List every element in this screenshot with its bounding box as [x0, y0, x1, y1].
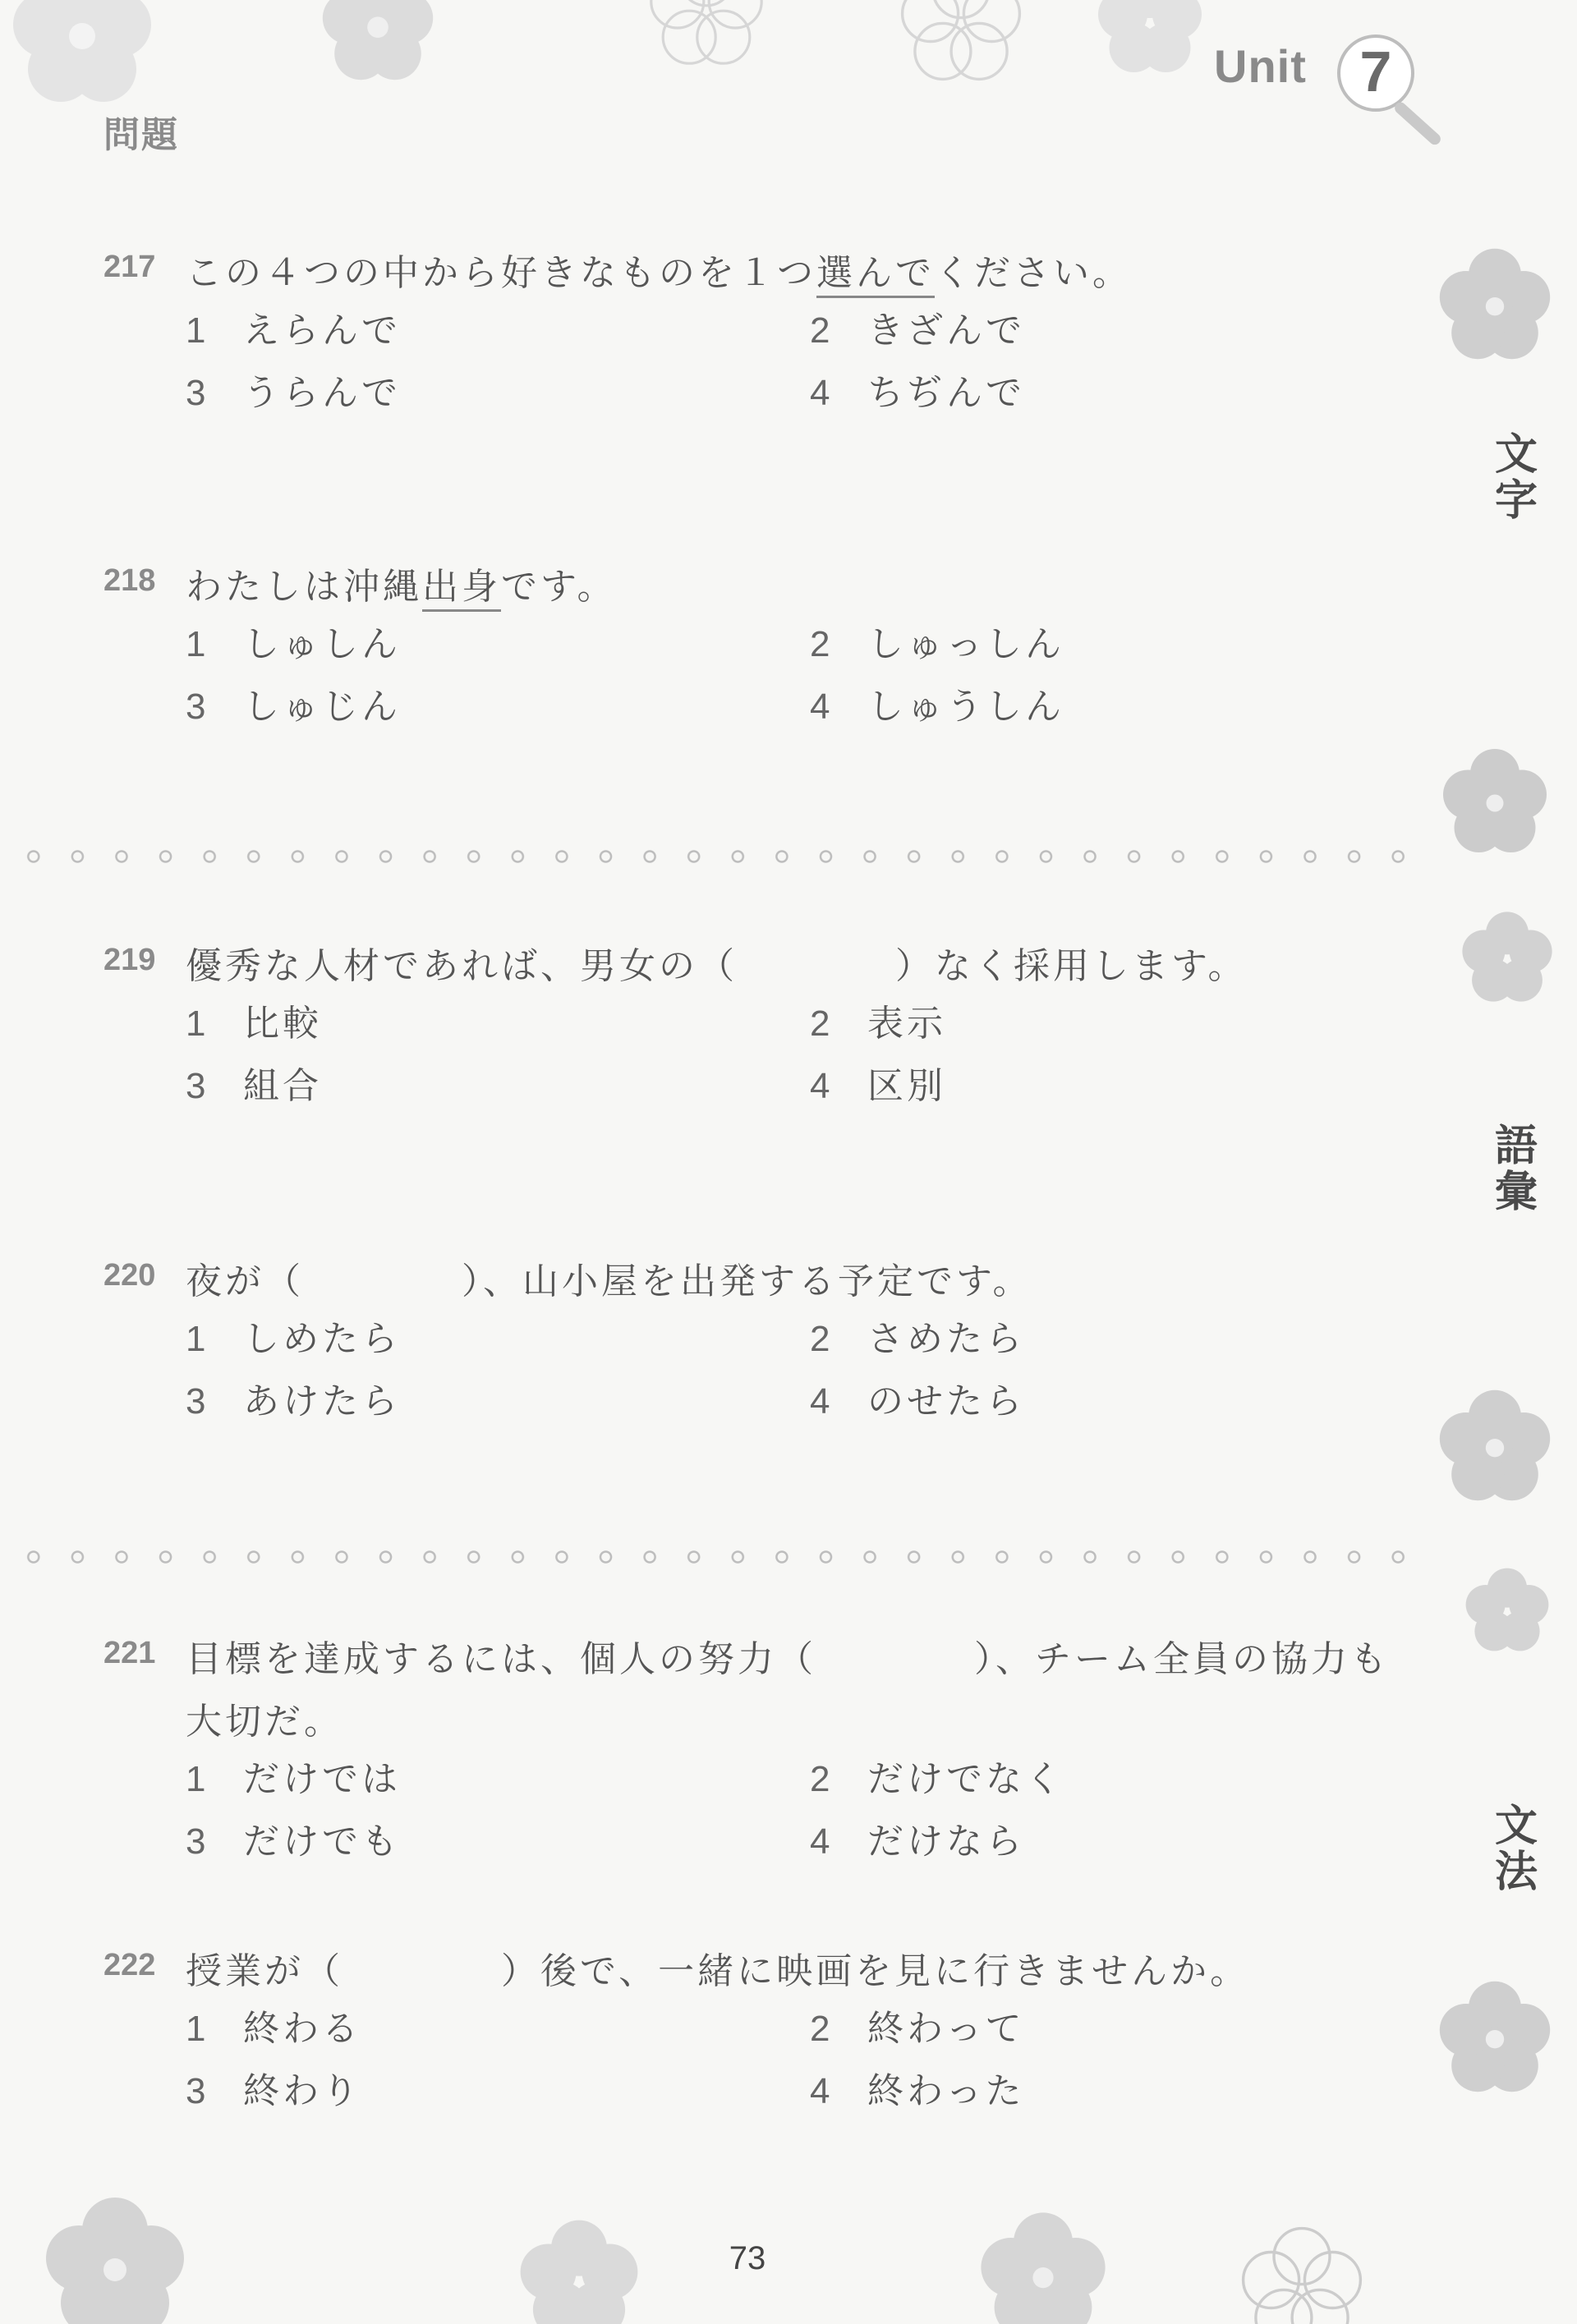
option-number: 3: [186, 1381, 209, 1421]
option-text: 表示: [867, 1003, 946, 1045]
question-text-part: この４つの中から好きなものを１つ: [186, 252, 816, 294]
underlined-word: 出身: [422, 566, 501, 612]
option-number: 3: [186, 2071, 209, 2111]
option-text: えらんで: [243, 310, 401, 351]
option-text: しゅしん: [243, 623, 401, 665]
option-2[interactable]: [810, 1309, 1025, 1362]
flower-decoration-icon: [1068, 0, 1232, 82]
side-tab-moji: [1492, 432, 1541, 524]
option-text: うらんで: [243, 372, 401, 414]
option-4[interactable]: [810, 2061, 1025, 2114]
question-text: [186, 557, 616, 609]
question-number: 217: [103, 250, 156, 284]
option-text: 終わった: [867, 2070, 1025, 2112]
option-number: 3: [186, 687, 209, 727]
option-text: 比較: [243, 1003, 322, 1045]
question-220: [103, 1247, 1385, 1422]
option-text: さめたら: [867, 1318, 1025, 1360]
option-4[interactable]: [810, 677, 1064, 729]
flower-decoration-icon: [1454, 903, 1561, 1010]
underlined-word: 選んで: [816, 252, 935, 298]
option-text: しゅっしん: [867, 623, 1064, 665]
option-number: 4: [810, 1821, 834, 1862]
option-text: 終わる: [243, 2008, 361, 2050]
option-text: 終わり: [243, 2070, 361, 2112]
option-2[interactable]: [810, 994, 946, 1046]
dotted-divider: [11, 848, 1421, 865]
question-221: [103, 1624, 1390, 1862]
side-tab-char: 彙: [1494, 1168, 1538, 1217]
option-text: だけでは: [243, 1758, 401, 1800]
option-1[interactable]: [186, 1309, 401, 1362]
unit-label: Unit: [1214, 40, 1307, 92]
option-1[interactable]: [186, 614, 401, 667]
question-text: 優秀な人材であれば、男女の（ ）なく採用します。: [186, 945, 1248, 987]
question-text-part: わたしは沖縄: [186, 566, 422, 608]
side-tab-char: 法: [1494, 1848, 1538, 1897]
question-number: 221: [103, 1636, 156, 1670]
side-tab-char: 語: [1494, 1122, 1538, 1171]
question-text-part: です。: [501, 566, 617, 608]
question-text: 夜が（ ）、山小屋を出発する予定です。: [186, 1261, 1032, 1302]
question-number: 219: [103, 943, 156, 977]
option-number: 2: [810, 1004, 834, 1044]
flower-decoration-icon: [0, 0, 189, 115]
option-text: のせたら: [867, 1380, 1025, 1422]
option-number: 4: [810, 2071, 834, 2111]
option-number: 3: [186, 373, 209, 413]
option-text: 区別: [867, 1065, 946, 1107]
option-number: 4: [810, 1381, 834, 1421]
side-tab-char: 文: [1494, 1802, 1538, 1851]
option-1[interactable]: [186, 1749, 401, 1802]
option-number: 1: [186, 310, 209, 351]
option-text: しゅじん: [243, 686, 401, 728]
question-number: 220: [103, 1258, 156, 1293]
option-number: 2: [810, 310, 834, 351]
option-2[interactable]: [810, 1749, 1064, 1802]
option-3[interactable]: [186, 1371, 401, 1424]
option-1[interactable]: [186, 1999, 361, 2051]
option-text: だけでなく: [867, 1758, 1064, 1800]
question-text: [186, 243, 1132, 296]
option-3[interactable]: [186, 2061, 361, 2114]
option-text: だけなら: [867, 1821, 1025, 1862]
option-number: 1: [186, 2009, 209, 2049]
option-4[interactable]: [810, 1056, 946, 1109]
question-text-part: ください。: [935, 252, 1132, 294]
option-number: 2: [810, 624, 834, 664]
dotted-divider: [11, 1549, 1421, 1565]
option-number: 4: [810, 687, 834, 727]
question-text: 目標を達成するには、個人の努力（ ）、チーム全員の協力も: [186, 1638, 1390, 1680]
unit-badge: [1337, 34, 1414, 112]
option-1[interactable]: [186, 994, 322, 1046]
question-text-line2: 大切だ。: [186, 1701, 343, 1743]
flower-decoration-icon: [624, 0, 788, 74]
option-4[interactable]: [810, 1812, 1025, 1864]
side-tab-goi: [1492, 1123, 1541, 1215]
flower-decoration-icon: [1429, 1971, 1561, 2102]
option-3[interactable]: [186, 1056, 322, 1109]
option-number: 4: [810, 373, 834, 413]
option-number: 3: [186, 1066, 209, 1106]
question-222: [103, 1936, 1385, 2112]
option-1[interactable]: [186, 301, 401, 353]
option-number: 2: [810, 1319, 834, 1359]
option-text: しゅうしん: [867, 686, 1064, 728]
side-tab-bunpo: [1492, 1803, 1541, 1895]
flower-decoration-icon: [871, 0, 1051, 90]
question-218: [103, 552, 1385, 728]
option-text: ちぢんで: [867, 372, 1025, 414]
option-number: 2: [810, 2009, 834, 2049]
option-number: 3: [186, 1821, 209, 1862]
side-tab-char: 字: [1494, 476, 1538, 526]
option-number: 2: [810, 1759, 834, 1799]
option-text: 終わって: [867, 2008, 1025, 2050]
option-3[interactable]: [186, 677, 401, 729]
question-number: 218: [103, 563, 156, 598]
question-219: [103, 931, 1385, 1107]
option-3[interactable]: [186, 1812, 401, 1864]
option-text: だけでも: [243, 1821, 401, 1862]
option-4[interactable]: [810, 1371, 1025, 1424]
flower-decoration-icon: [1458, 1560, 1556, 1659]
flower-decoration-icon: [1429, 1380, 1561, 1511]
option-4[interactable]: [810, 363, 1025, 416]
option-text: しめたら: [243, 1318, 401, 1360]
unit-number: 7: [1359, 39, 1392, 103]
page-number: 73: [729, 2240, 766, 2276]
flower-decoration-icon: [296, 0, 460, 90]
magnifier-handle-icon: [1392, 100, 1442, 147]
flower-decoration-icon: [1433, 739, 1556, 862]
section-title: 問題: [103, 114, 179, 156]
question-number: 222: [103, 1948, 156, 1982]
option-text: きざんで: [867, 310, 1025, 351]
question-text: 授業が（ ）後で、一緒に映画を見に行きませんか。: [186, 1950, 1250, 1992]
option-2[interactable]: [810, 1999, 1025, 2051]
option-number: 1: [186, 1319, 209, 1359]
option-text: あけたら: [243, 1380, 401, 1422]
flower-decoration-icon: [1429, 238, 1561, 370]
question-217: [103, 238, 1385, 414]
option-text: 組合: [243, 1065, 322, 1107]
option-2[interactable]: [810, 614, 1064, 667]
option-number: 1: [186, 1759, 209, 1799]
option-3[interactable]: [186, 363, 401, 416]
option-number: 1: [186, 624, 209, 664]
option-number: 1: [186, 1004, 209, 1044]
option-2[interactable]: [810, 301, 1025, 353]
option-number: 4: [810, 1066, 834, 1106]
side-tab-char: 文: [1494, 430, 1538, 480]
